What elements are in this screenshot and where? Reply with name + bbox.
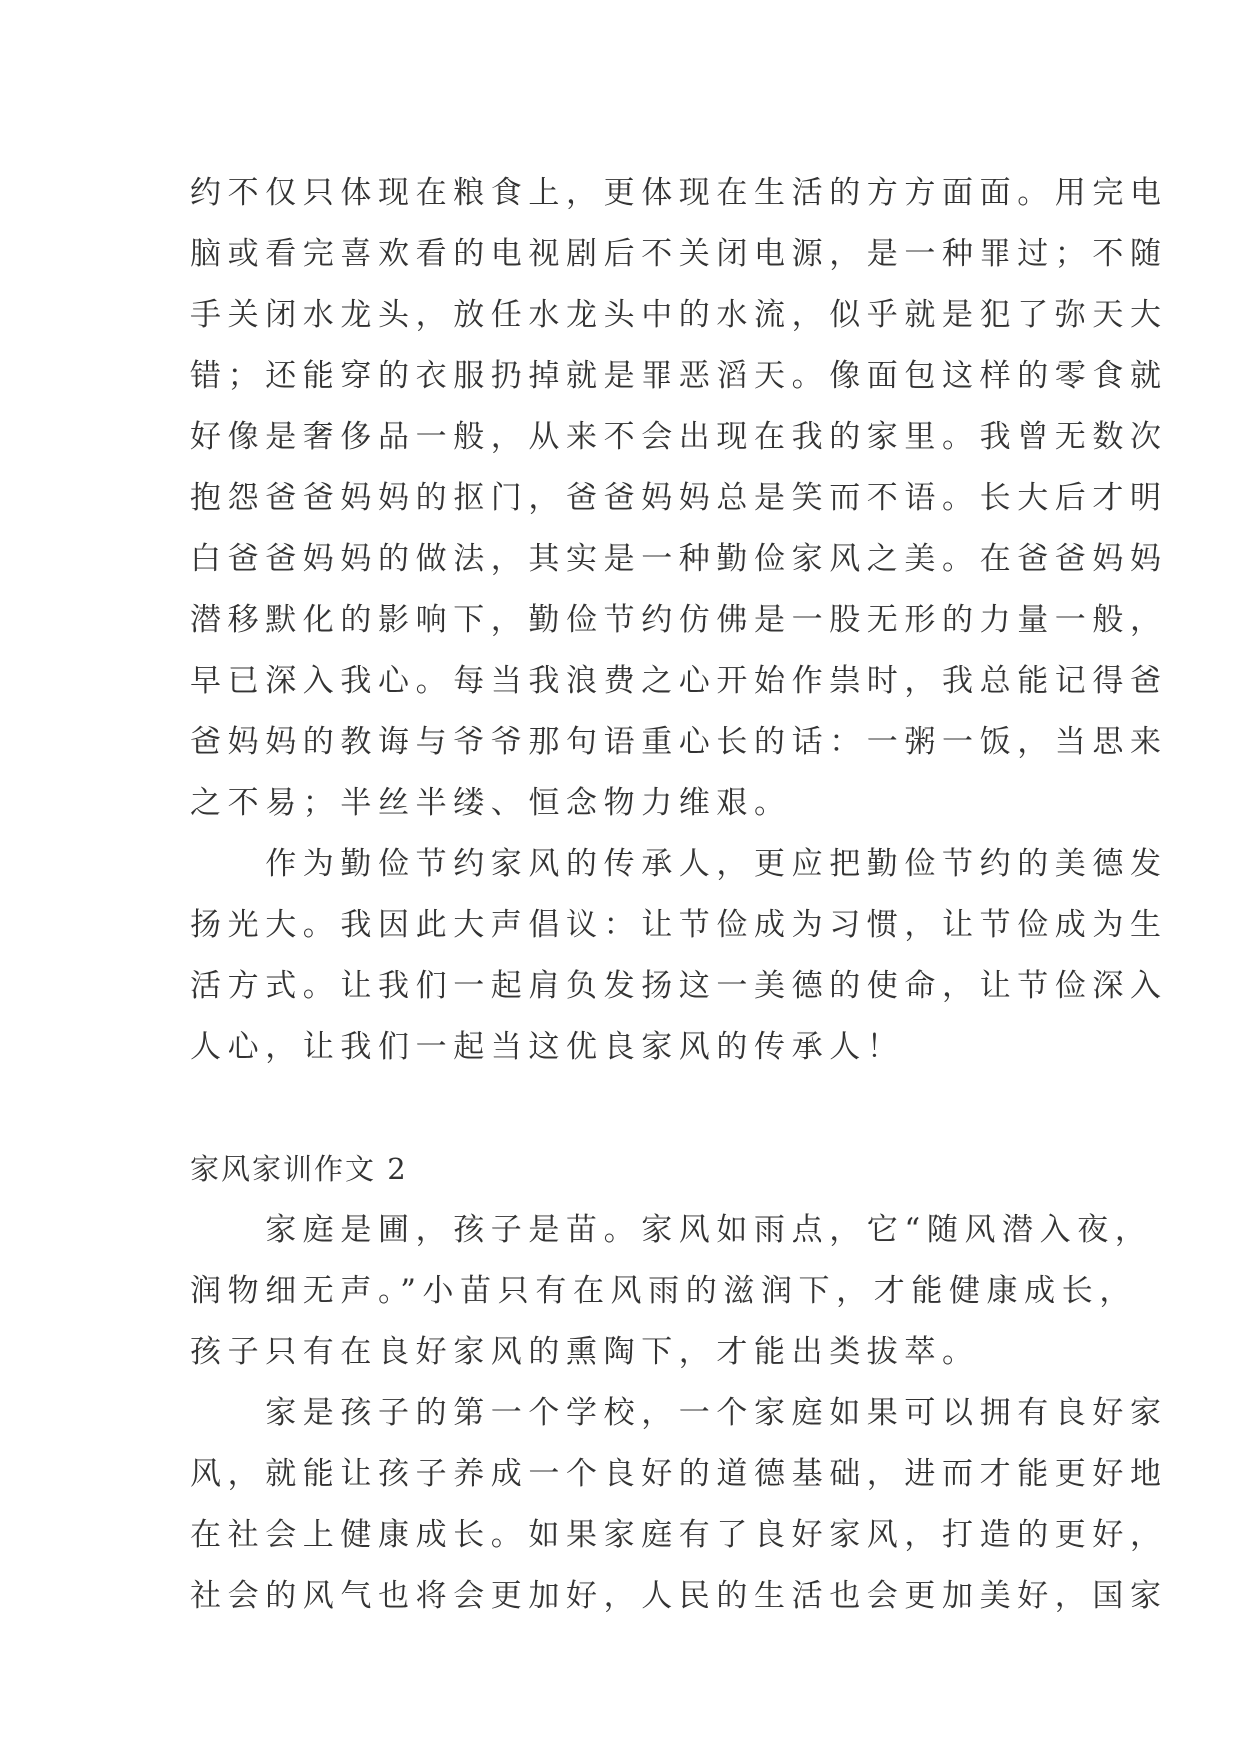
text-line: 家庭是圃，孩子是苗。家风如雨点，它“随风潜入夜， — [190, 1212, 1153, 1248]
text-line: 早已深入我心。每当我浪费之心开始作祟时，我总能记得爸 — [190, 663, 1168, 699]
text-line: 扬光大。我因此大声倡议：让节俭成为习惯，让节俭成为生 — [190, 907, 1168, 943]
text-line: 脑或看完喜欢看的电视剧后不关闭电源，是一种罪过；不随 — [190, 236, 1168, 272]
text-line: 手关闭水龙头，放任水龙头中的水流，似乎就是犯了弥天大 — [190, 297, 1168, 333]
paragraph-continued — [190, 163, 1168, 834]
document-body — [190, 163, 1168, 1627]
text-line: 社会的风气也将会更加好，人民的生活也会更加美好，国家 — [190, 1578, 1168, 1614]
text-line: 人心，让我们一起当这优良家风的传承人！ — [190, 1029, 905, 1065]
text-line: 孩子只有在良好家风的熏陶下，才能出类拔萃。 — [190, 1334, 980, 1370]
text-line: 润物细无声。”小苗只有在风雨的滋润下，才能健康成长， — [190, 1273, 1137, 1309]
paragraph-intro — [190, 1200, 1153, 1383]
text-line: 风，就能让孩子养成一个良好的道德基础，进而才能更好地 — [190, 1456, 1168, 1492]
text-line: 爸妈妈的教诲与爷爷那句语重心长的话：一粥一饭，当思来 — [190, 724, 1168, 760]
text-line: 潜移默化的影响下，勤俭节约仿佛是一股无形的力量一般， — [190, 602, 1168, 638]
text-line: 在社会上健康成长。如果家庭有了良好家风，打造的更好， — [190, 1517, 1168, 1553]
text-line: 作为勤俭节约家风的传承人，更应把勤俭节约的美德发 — [190, 846, 1168, 882]
text-line: 活方式。让我们一起肩负发扬这一美德的使命，让节俭深入 — [190, 968, 1168, 1004]
text-line: 之不易；半丝半缕、恒念物力维艰。 — [190, 785, 792, 821]
text-line: 错；还能穿的衣服扔掉就是罪恶滔天。像面包这样的零食就 — [190, 358, 1168, 394]
text-line: 家是孩子的第一个学校，一个家庭如果可以拥有良好家 — [190, 1395, 1168, 1431]
paragraph-call-to-action — [190, 834, 1168, 1078]
text-line: 抱怨爸爸妈妈的抠门，爸爸妈妈总是笑而不语。长大后才明 — [190, 480, 1168, 516]
section-title: 家风家训作文 2 — [190, 1152, 408, 1186]
text-line: 白爸爸妈妈的做法，其实是一种勤俭家风之美。在爸爸妈妈 — [190, 541, 1168, 577]
paragraph-spacer — [190, 1078, 1060, 1139]
paragraph-school — [190, 1383, 1168, 1627]
text-line: 约不仅只体现在粮食上，更体现在生活的方方面面。用完电 — [190, 175, 1168, 211]
text-line: 好像是奢侈品一般，从来不会出现在我的家里。我曾无数次 — [190, 419, 1168, 455]
